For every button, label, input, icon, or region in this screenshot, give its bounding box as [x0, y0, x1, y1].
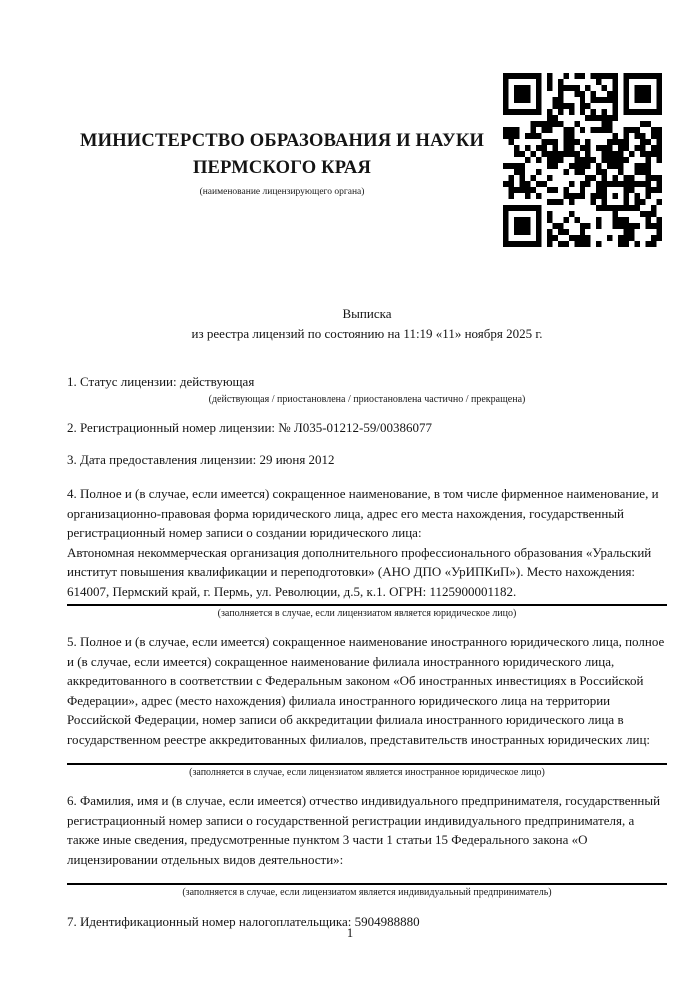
ministry-caption: (наименование лицензирующего органа) — [199, 187, 365, 197]
text-line: регистрационный номер записи о государственной регистрации индивидуального предпринимателя, а — [67, 812, 635, 828]
section-paragraph — [67, 372, 667, 392]
section-item-3 — [67, 450, 667, 470]
text-line: также иные сведения, предусмотренные пунктом 3 части 1 статьи 15 Федерального закона «О — [67, 832, 588, 847]
ministry-name-line1: МИНИСТЕРСТВО ОБРАЗОВАНИЯ И НАУКИ — [79, 131, 485, 151]
section-caption: (заполняется в случае, если лицензиатом является иностранное юридическое лицо) — [189, 767, 545, 778]
section-caption: (заполняется в случае, если лицензиатом является индивидуальный предприниматель) — [182, 887, 552, 898]
section-paragraph — [67, 484, 667, 543]
document-title-block — [67, 304, 667, 343]
ministry-name-line2: ПЕРМСКОГО КРАЯ — [192, 158, 372, 178]
section-paragraph — [67, 632, 667, 749]
text-line: 7. Идентификационный номер налогоплательщика: 5904988880 — [67, 914, 420, 929]
section-paragraph — [67, 450, 667, 470]
text-line: 4. Полное и (в случае, если имеется) сокращенное наименование, в том числе фирменное наименование, и — [67, 486, 659, 501]
text-line: и (в случае, если имеется) сокращенное наименование филиала иностранного юридического лица, — [67, 653, 615, 669]
section-rule — [67, 883, 667, 885]
text-line: государственном реестре аккредитованных филиалов, представительств иностранных юридических лиц: — [67, 731, 651, 747]
section-item-2 — [67, 418, 667, 438]
section-paragraph — [67, 418, 667, 438]
section-rule — [67, 604, 667, 606]
section-item-5 — [67, 632, 667, 779]
text-line: 2. Регистрационный номер лицензии: № Л035-01212-59/00386077 — [67, 419, 433, 435]
section-rule — [67, 763, 667, 765]
document-title: Выписка — [342, 306, 392, 321]
text-line: аккредитованного в соответствии с Федеральным законом «Об иностранных инвестициях в Российской — [67, 673, 644, 688]
text-line: 5. Полное и (в случае, если имеется) сокращенное наименование иностранного юридического лица, полное — [67, 634, 665, 649]
text-line: институт повышения квалификации и переподготовки» (АНО ДПО «УрИПКиП»). Место нахождения: — [67, 564, 636, 579]
text-line: регистрационный номер записи о создании юридического лица: — [67, 525, 422, 540]
text-line: 6. Фамилия, имя и (в случае, если имеется) отчество индивидуального предпринимателя, государственный — [67, 793, 661, 808]
text-line: организационно-правовая форма юридического лица, адрес его места нахождения, государственный — [67, 505, 624, 521]
page-number: 1 — [346, 926, 354, 940]
page-footer — [0, 926, 700, 941]
text-line: лицензировании отдельных видов деятельности»: — [67, 851, 344, 867]
section-item-6 — [67, 791, 667, 899]
text-line: Федерации», адрес (место нахождения) филиала иностранного юридического лица на территории — [67, 692, 611, 708]
section-paragraph — [67, 791, 667, 869]
document-body — [67, 0, 667, 932]
document-subtitle: из реестра лицензий по состоянию на 11:19 «11» ноября 2025 г. — [191, 325, 543, 341]
section-caption: (действующая / приостановлена / приостановлена частично / прекращена) — [208, 393, 526, 405]
text-line: Автономная некоммерческая организация дополнительного профессионального образования «Уральский — [67, 544, 652, 560]
text-line: 1. Статус лицензии: действующая — [67, 374, 255, 389]
section-paragraph — [67, 543, 667, 602]
text-line: 614007, Пермский край, г. Пермь, ул. Революции, д.5, к.1. ОГРН: 1125900001182. — [67, 583, 517, 599]
section-item-4 — [67, 484, 667, 620]
section-item-1 — [67, 372, 667, 406]
text-line: 3. Дата предоставления лицензии: 29 июня 2012 — [67, 451, 335, 467]
text-line: Российской Федерации, номер записи об аккредитации филиала иностранного юридического лица в — [67, 712, 624, 727]
section-caption: (заполняется в случае, если лицензиатом является юридическое лицо) — [217, 608, 517, 619]
